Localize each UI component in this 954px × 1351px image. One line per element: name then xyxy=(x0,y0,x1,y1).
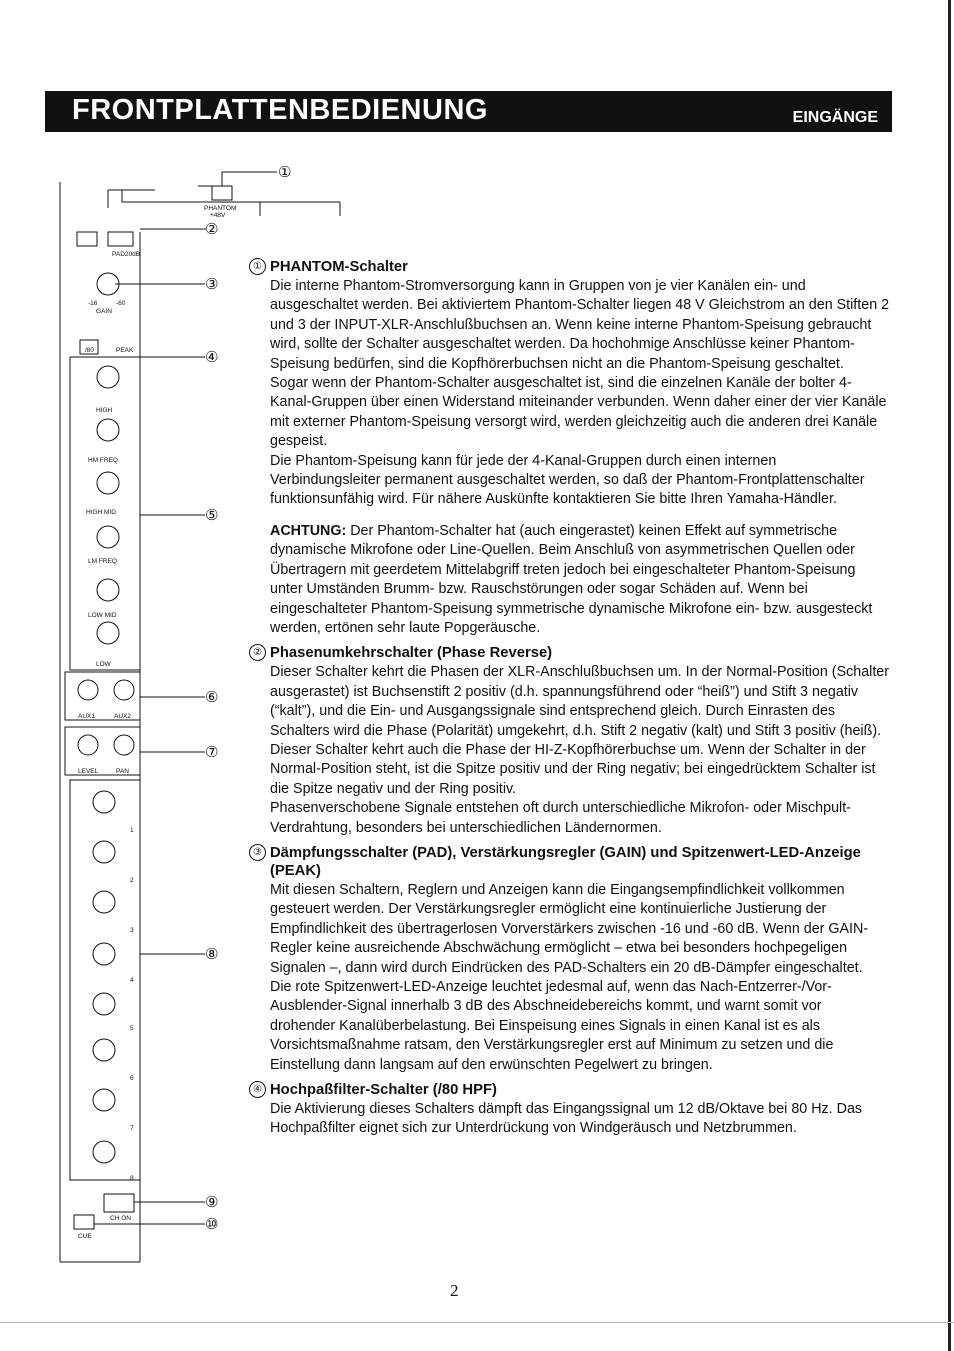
label-gain: GAIN xyxy=(96,308,112,315)
section-number: ① xyxy=(249,258,266,275)
channel-strip-diagram xyxy=(60,163,292,1262)
warning-label: ACHTUNG: xyxy=(270,522,347,539)
label-hm-freq: HM FREQ xyxy=(88,457,118,464)
section-title: ④ Hochpaßfilter-Schalter (/80 HPF) xyxy=(270,1081,890,1099)
label-peak: PEAK xyxy=(116,347,134,354)
marker-9: ⑨ xyxy=(205,1193,219,1211)
page-header xyxy=(45,91,892,132)
section-title: ② Phasenumkehrschalter (Phase Reverse) xyxy=(270,644,890,662)
label-low-mid: LOW MID xyxy=(88,612,117,619)
assign-8: 8 xyxy=(130,1175,134,1182)
section-title: ① PHANTOM-Schalter xyxy=(270,258,890,276)
paragraph: Die Aktivierung dieses Schalters dämpft das Eingangssignal um 12 dB/Oktave bei 80 Hz. Das Hochpaßfilter eignet sich zur Unterdrückung von Windgeräusch und Netzbrummen. xyxy=(270,1101,863,1137)
label-low: LOW xyxy=(96,661,111,668)
label-gain-max: -60 xyxy=(116,300,126,307)
page-edge-line xyxy=(948,0,951,1351)
assign-3: 3 xyxy=(130,927,134,934)
label-ch-on: CH ON xyxy=(110,1215,131,1222)
page-subtitle: EINGÄNGE xyxy=(792,109,878,126)
marker-2: ② xyxy=(205,220,219,238)
marker-1: ① xyxy=(278,163,292,181)
section-hpf xyxy=(253,1081,890,1139)
label-hpf: /80 xyxy=(85,347,95,354)
section-number: ④ xyxy=(249,1081,266,1098)
marker-3: ③ xyxy=(205,275,219,293)
page-title: FRONTPLATTENBEDIENUNG xyxy=(72,94,488,126)
label-pad: PAD20dB xyxy=(112,251,141,258)
label-high: HIGH xyxy=(96,407,113,414)
paragraph: Phasenverschobene Signale entstehen oft durch unterschiedliche Mikrofon- oder Mischpult-Verdrahtung, besonders bei unterschiedlichen Ländernormen. xyxy=(270,800,851,836)
label-level: LEVEL xyxy=(78,768,99,775)
section-pad-gain-peak xyxy=(253,844,890,1075)
marker-10: ⑩ xyxy=(205,1215,219,1233)
label-phantom: PHANTOM xyxy=(204,205,237,212)
paragraph: Mit diesen Schaltern, Reglern und Anzeigen kann die Eingangsempfindlichkeit vollkommen gesteuert werden. Der Verstärkungsregler ermöglicht eine kontinuierliche Justierung der Empfindlichkeit des übertragerlosen Vorverstärkers zwischen -16 und -60 dB. Wenn der GAIN-Regler keine ausreichende Abschwächung ermöglicht – etwa bei besonders hochpegeligen Signalen –, dann wird durch Eindrücken des PAD-Schalters ein 20 dB-Dämpfer eingeschaltet. xyxy=(270,881,869,976)
label-aux1: AUX1 xyxy=(78,713,95,720)
paragraph: Die interne Phantom-Stromversorgung kann in Gruppen von je vier Kanälen ein- und ausgeschaltet werden. Bei aktiviertem Phantom-Schalter liegen 48 V Gleichstrom an den Stiften 2 und 3 der INPUT-XLR-Anschlußbuchsen an. Wenn keine interne Phantom-Speisung gebraucht wird, sollte der Schalter ausgeschaltet werden. Da hochohmige Anschlüsse keiner Phantom-Speisung bedürfen, sind die Kopfhörerbuchsen nicht an die Phantom-Speisung geschaltet. xyxy=(270,278,890,372)
label-gain-min: -16 xyxy=(88,300,98,307)
assign-2: 2 xyxy=(130,877,134,884)
page-number: 2 xyxy=(450,1281,459,1300)
label-high-mid: HIGH MID xyxy=(86,509,116,516)
marker-6: ⑥ xyxy=(205,688,219,706)
assign-1: 1 xyxy=(130,827,134,834)
page-bottom-line xyxy=(0,1322,954,1323)
paragraph: Die rote Spitzenwert-LED-Anzeige leuchtet jedesmal auf, wenn das Nach-Entzerrer-/Vor-Ausblender-Signal innerhalb 3 dB des Abschneidebereichs kommt, und warnt somit vor drohender Kanalüberbelastung. Bei Einspeisung eines Signals in einen Kanal ist es als Vorsichtsmaßnahme ratsam, den Verstärkungsregler erst auf Minimum zu setzen und die Einstellung dann langsam auf den erwünschten Pegelwert zu bringen. xyxy=(270,979,834,1073)
section-title: ③ Dämpfungsschalter (PAD), Verstärkungsregler (GAIN) und Spitzenwert-LED-Anzeige (PEAK) xyxy=(270,844,890,880)
paragraph: Die Phantom-Speisung kann für jede der 4-Kanal-Gruppen durch einen internen Verbindungsleiter permanent ausgeschaltet werden, so daß der Phantom-Frontplattenschalter funktionsunfähig wird. Für nähere Auskünfte kontaktieren Sie bitte Ihren Yamaha-Händler. xyxy=(270,452,865,508)
assign-4: 4 xyxy=(130,977,134,984)
label-48v: +48V xyxy=(210,212,226,219)
section-phantom xyxy=(253,258,890,638)
assign-6: 6 xyxy=(130,1075,134,1082)
warning-paragraph: ACHTUNG: Der Phantom-Schalter hat (auch eingerastet) keinen Effekt auf symmetrische dynamische Mikrofone oder Line-Quellen. Beim Anschluß von asymmetrischen Quellen oder Übertragern mit geerdetem Mittelabgriff treten jedoch bei eingeschalteter Phantom-Speisung unter Umständen Brumm- bzw. Rauschstörungen oder sogar Schäden auf. Wenn bei eingeschalteter Phantom-Speisung symmetrische dynamische Mikrofone ein- bzw. ausgesteckt werden, ertönen sehr laute Popgeräusche. xyxy=(270,522,873,636)
section-number: ② xyxy=(249,644,266,661)
paragraph: Dieser Schalter kehrt die Phasen der XLR-Anschlußbuchsen um. In der Normal-Position (Schalter ausgerastet) ist Buchsenstift 2 positiv (d.h. spannungsführend oder “heiß”) und Stift 3 negativ (“kalt”), und die Ein- und Ausgangssignale sind entsprechend gleich. Durch Einrasten des Schalters wird die Phase (Polarität) umgekehrt, d.h. Stift 2 negativ (kalt) und Stift 3 positiv (heiß). xyxy=(270,664,890,739)
paragraph: Sogar wenn der Phantom-Schalter ausgeschaltet ist, sind die einzelnen Kanäle der bolter 4-Kanal-Gruppen über einen Widerstand miteinander verbunden. Wenn daher einer der vier Kanäle mit externer Phantom-Speisung versorgt wird, werden gleichzeitig auch die anderen drei Kanäle gespeist. xyxy=(270,375,887,450)
label-cue: CUE xyxy=(78,1233,92,1240)
label-pan: PAN xyxy=(116,768,129,775)
marker-8: ⑧ xyxy=(205,945,219,963)
section-phase-reverse xyxy=(253,644,890,838)
paragraph: Dieser Schalter kehrt auch die Phase der HI-Z-Kopfhörerbuchse um. Wenn der Schalter in der Normal-Position steht, ist die Spitze positiv und der Ring negativ; bei eingedrücktem Schalter ist die Spitze negativ und der Ring positiv. xyxy=(270,741,876,797)
marker-7: ⑦ xyxy=(205,743,219,761)
marker-5: ⑤ xyxy=(205,506,219,524)
section-number: ③ xyxy=(249,844,266,861)
marker-4: ④ xyxy=(205,348,219,366)
content-column xyxy=(253,258,890,1145)
assign-5: 5 xyxy=(130,1025,134,1032)
assign-7: 7 xyxy=(130,1125,134,1132)
label-aux2: AUX2 xyxy=(114,713,131,720)
label-lm-freq: LM FREQ xyxy=(88,558,117,565)
